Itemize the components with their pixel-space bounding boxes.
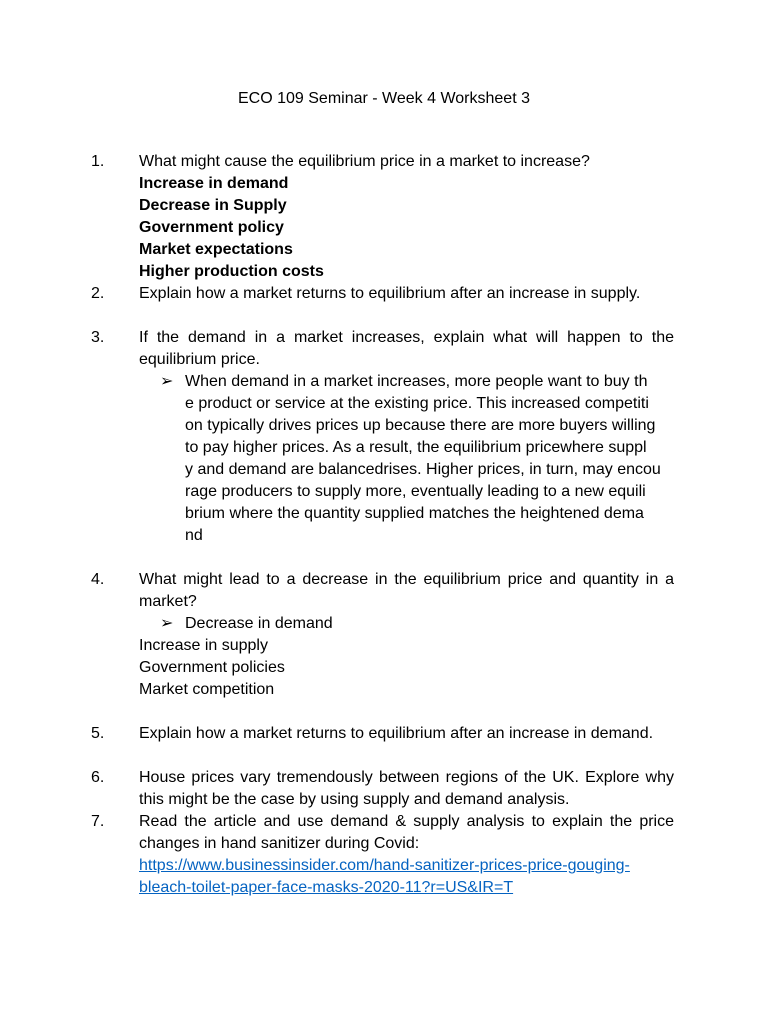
question-number: 3. (91, 329, 105, 346)
answer-item: Increase in supply (139, 637, 268, 654)
answer-line: y and demand are balancedrises. Higher prices, in turn, may encou (185, 461, 661, 478)
question-text (139, 811, 674, 899)
answer-item: Increase in demand (139, 175, 289, 192)
answer-item: Higher production costs (139, 263, 324, 280)
answer-line: When demand in a market increases, more people want to buy th (185, 373, 648, 390)
question-number: 7. (91, 813, 105, 830)
answer-line: brium where the quantity supplied matches the heightened dema (185, 505, 644, 522)
question-number: 5. (91, 725, 105, 742)
article-link[interactable] (139, 855, 674, 899)
answer-item: Decrease in Supply (139, 197, 287, 214)
answer-line: e product or service at the existing price. This increased competiti (185, 395, 649, 412)
answer-item: Market expectations (139, 241, 293, 258)
question-text: Explain how a market returns to equilibrium after an increase in supply. (139, 285, 641, 302)
answer-item: Decrease in demand (185, 615, 333, 632)
answer-item: Government policies (139, 659, 285, 676)
question-number: 6. (91, 769, 105, 786)
answer-paragraph (185, 371, 670, 547)
answer-line: on typically drives prices up because there are more buyers willing (185, 417, 656, 434)
question-text (139, 151, 674, 283)
article-link-line[interactable]: bleach-toilet-paper-face-masks-2020-11?r=US&IR=T (139, 879, 514, 896)
question-prompt: What might cause the equilibrium price in a market to increase? (139, 153, 590, 170)
answer-item: Market competition (139, 681, 275, 698)
answer-line: to pay higher prices. As a result, the equilibrium pricewhere suppl (185, 439, 647, 456)
question-text: House prices vary tremendously between regions of the UK. Explore why this might be the case by using supply and demand analysis. (139, 769, 674, 808)
arrow-bullet-icon: ➢ (160, 615, 174, 632)
question-number: 1. (91, 153, 105, 170)
question-number: 4. (91, 571, 105, 588)
article-link-line[interactable]: https://www.businessinsider.com/hand-sanitizer-prices-price-gouging- (139, 857, 630, 874)
page-title: ECO 109 Seminar - Week 4 Worksheet 3 (238, 90, 530, 107)
answer-item: Government policy (139, 219, 284, 236)
question-text: What might lead to a decrease in the equilibrium price and quantity in a market? (139, 571, 674, 610)
question-text: If the demand in a market increases, explain what will happen to the equilibrium price. (139, 329, 674, 368)
answer-line: nd (185, 527, 203, 544)
answer-line: rage producers to supply more, eventually leading to a new equili (185, 483, 646, 500)
question-text: Explain how a market returns to equilibrium after an increase in demand. (139, 725, 654, 742)
question-prompt: Read the article and use demand & supply analysis to explain the price changes in hand sanitizer during Covid: (139, 813, 674, 852)
question-number: 2. (91, 285, 105, 302)
arrow-bullet-icon: ➢ (160, 373, 174, 390)
